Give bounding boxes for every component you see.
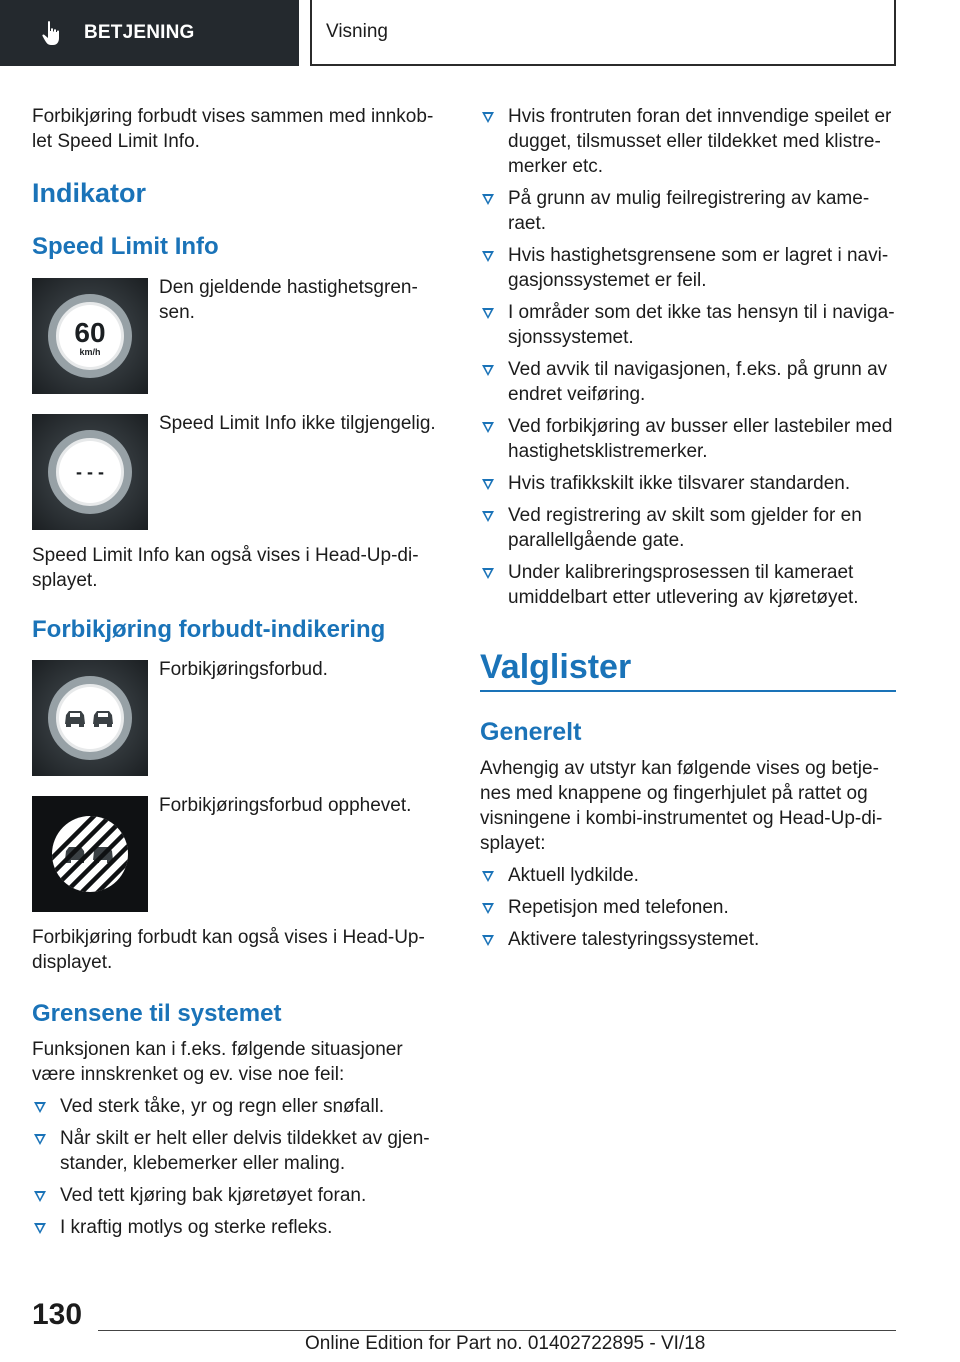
page-title: Visning <box>326 21 388 42</box>
bullet-triangle-icon <box>482 871 494 882</box>
sign1-description: Den gjeldende hastighetsgrensen. <box>159 277 418 323</box>
list-item: Hvis trafikkskilt ikke tilsvarer standarden. <box>480 471 898 496</box>
sign3-description: Forbikjøringsforbud. <box>159 659 328 680</box>
bullet-triangle-icon <box>482 422 494 433</box>
bullet-triangle-icon <box>482 903 494 914</box>
hud-note: Speed Limit Info kan også vises i Head-Up-displayet. <box>32 545 419 591</box>
list-item: Aktivere talestyringssystemet. <box>480 927 896 952</box>
bullet-triangle-icon <box>34 1134 46 1145</box>
list-item: Aktuell lydkilde. <box>480 863 896 888</box>
limits-intro: Funksjonen kan i f.eks. følgende situasjoner være innskrenket og ev. vise noe feil: <box>32 1039 403 1085</box>
sign2-description: Speed Limit Info ikke tilgjengelig. <box>159 413 436 434</box>
generelt-heading: Generelt <box>480 718 582 746</box>
valglister-heading: Valglister <box>480 648 632 686</box>
no-overtaking-sign-image <box>32 660 148 776</box>
list-item: Ved avvik til navigasjonen, f.eks. på grunn av endret veiføring. <box>480 357 898 407</box>
heading-divider <box>480 690 896 692</box>
page-title-box <box>310 0 896 66</box>
list-item: I områder som det ikke tas hensyn til i navigasjonssystemet. <box>480 300 898 350</box>
bullet-triangle-icon <box>482 935 494 946</box>
generelt-paragraph: Avhengig av utstyr kan følgende vises og betjenes med knappene og fingerhjulet på rattet og visningene i kombi-instrumentet og Head-Up-displayet: <box>480 758 883 854</box>
overtaking-lifted-sign-image <box>32 796 148 912</box>
edition-note: Online Edition for Part no. 01402722895 - VI/18 <box>305 1333 706 1354</box>
list-item: Ved forbikjøring av busser eller lastebiler med hastighetsklistremerker. <box>480 414 898 464</box>
sign4-description: Forbikjøringsforbud opphevet. <box>159 795 412 816</box>
indikator-heading: Indikator <box>32 178 147 208</box>
list-item: I kraftig motlys og sterke refleks. <box>32 1215 444 1240</box>
bullet-triangle-icon <box>34 1191 46 1202</box>
bullet-triangle-icon <box>482 365 494 376</box>
bullet-triangle-icon <box>482 251 494 262</box>
list-item: Når skilt er helt eller delvis tildekket av gjenstander, klebemerker eller maling. <box>32 1126 444 1176</box>
limits-heading: Grensene til systemet <box>32 1000 282 1027</box>
list-item: Repetisjon med telefonen. <box>480 895 896 920</box>
list-item: Hvis frontruten foran det innvendige speilet er dugget, tilsmusset eller tildekket med klistremerker etc. <box>480 104 898 179</box>
section-label: BETJENING <box>84 22 195 43</box>
page-number: 130 <box>32 1298 83 1331</box>
overtaking-heading: Forbikjøring forbudt-indikering <box>32 616 386 643</box>
speed-limit-heading: Speed Limit Info <box>32 233 219 260</box>
bullet-triangle-icon <box>482 568 494 579</box>
generelt-list <box>480 863 896 952</box>
speed-unit: km/h <box>79 347 101 357</box>
intro-paragraph: Forbikjøring forbudt vises sammen med innkoblet Speed Limit Info. <box>32 106 434 152</box>
list-item: Ved registrering av skilt som gjelder for en parallellgående gate. <box>480 503 898 553</box>
hand-pointer-icon <box>40 20 64 46</box>
speed-limit-sign-image <box>32 278 148 394</box>
bullet-triangle-icon <box>482 511 494 522</box>
list-item: Ved tett kjøring bak kjøretøyet foran. <box>32 1183 444 1208</box>
overtaking-hud-note: Forbikjøring forbudt kan også vises i Head-Up-displayet. <box>32 927 425 973</box>
limits-list <box>32 1094 444 1240</box>
bullet-triangle-icon <box>34 1223 46 1234</box>
limits-list-continued <box>480 104 898 610</box>
bullet-triangle-icon <box>482 112 494 123</box>
list-item: Under kalibreringsprosessen til kameraet umiddelbart etter utlevering av kjøretøyet. <box>480 560 898 610</box>
bullet-triangle-icon <box>482 194 494 205</box>
bullet-triangle-icon <box>482 308 494 319</box>
footer-divider <box>98 1330 896 1331</box>
list-item: Hvis hastighetsgrensene som er lagret i navigasjonssystemet er feil. <box>480 243 898 293</box>
speed-limit-unavailable-image <box>32 414 148 530</box>
speed-unavailable-value: - - - <box>76 462 104 482</box>
list-item: Ved sterk tåke, yr og regn eller snøfall. <box>32 1094 444 1119</box>
section-tab <box>0 0 299 66</box>
speed-value: 60 <box>74 317 106 348</box>
bullet-triangle-icon <box>34 1102 46 1113</box>
bullet-triangle-icon <box>482 479 494 490</box>
list-item: På grunn av mulig feilregistrering av kameraet. <box>480 186 898 236</box>
